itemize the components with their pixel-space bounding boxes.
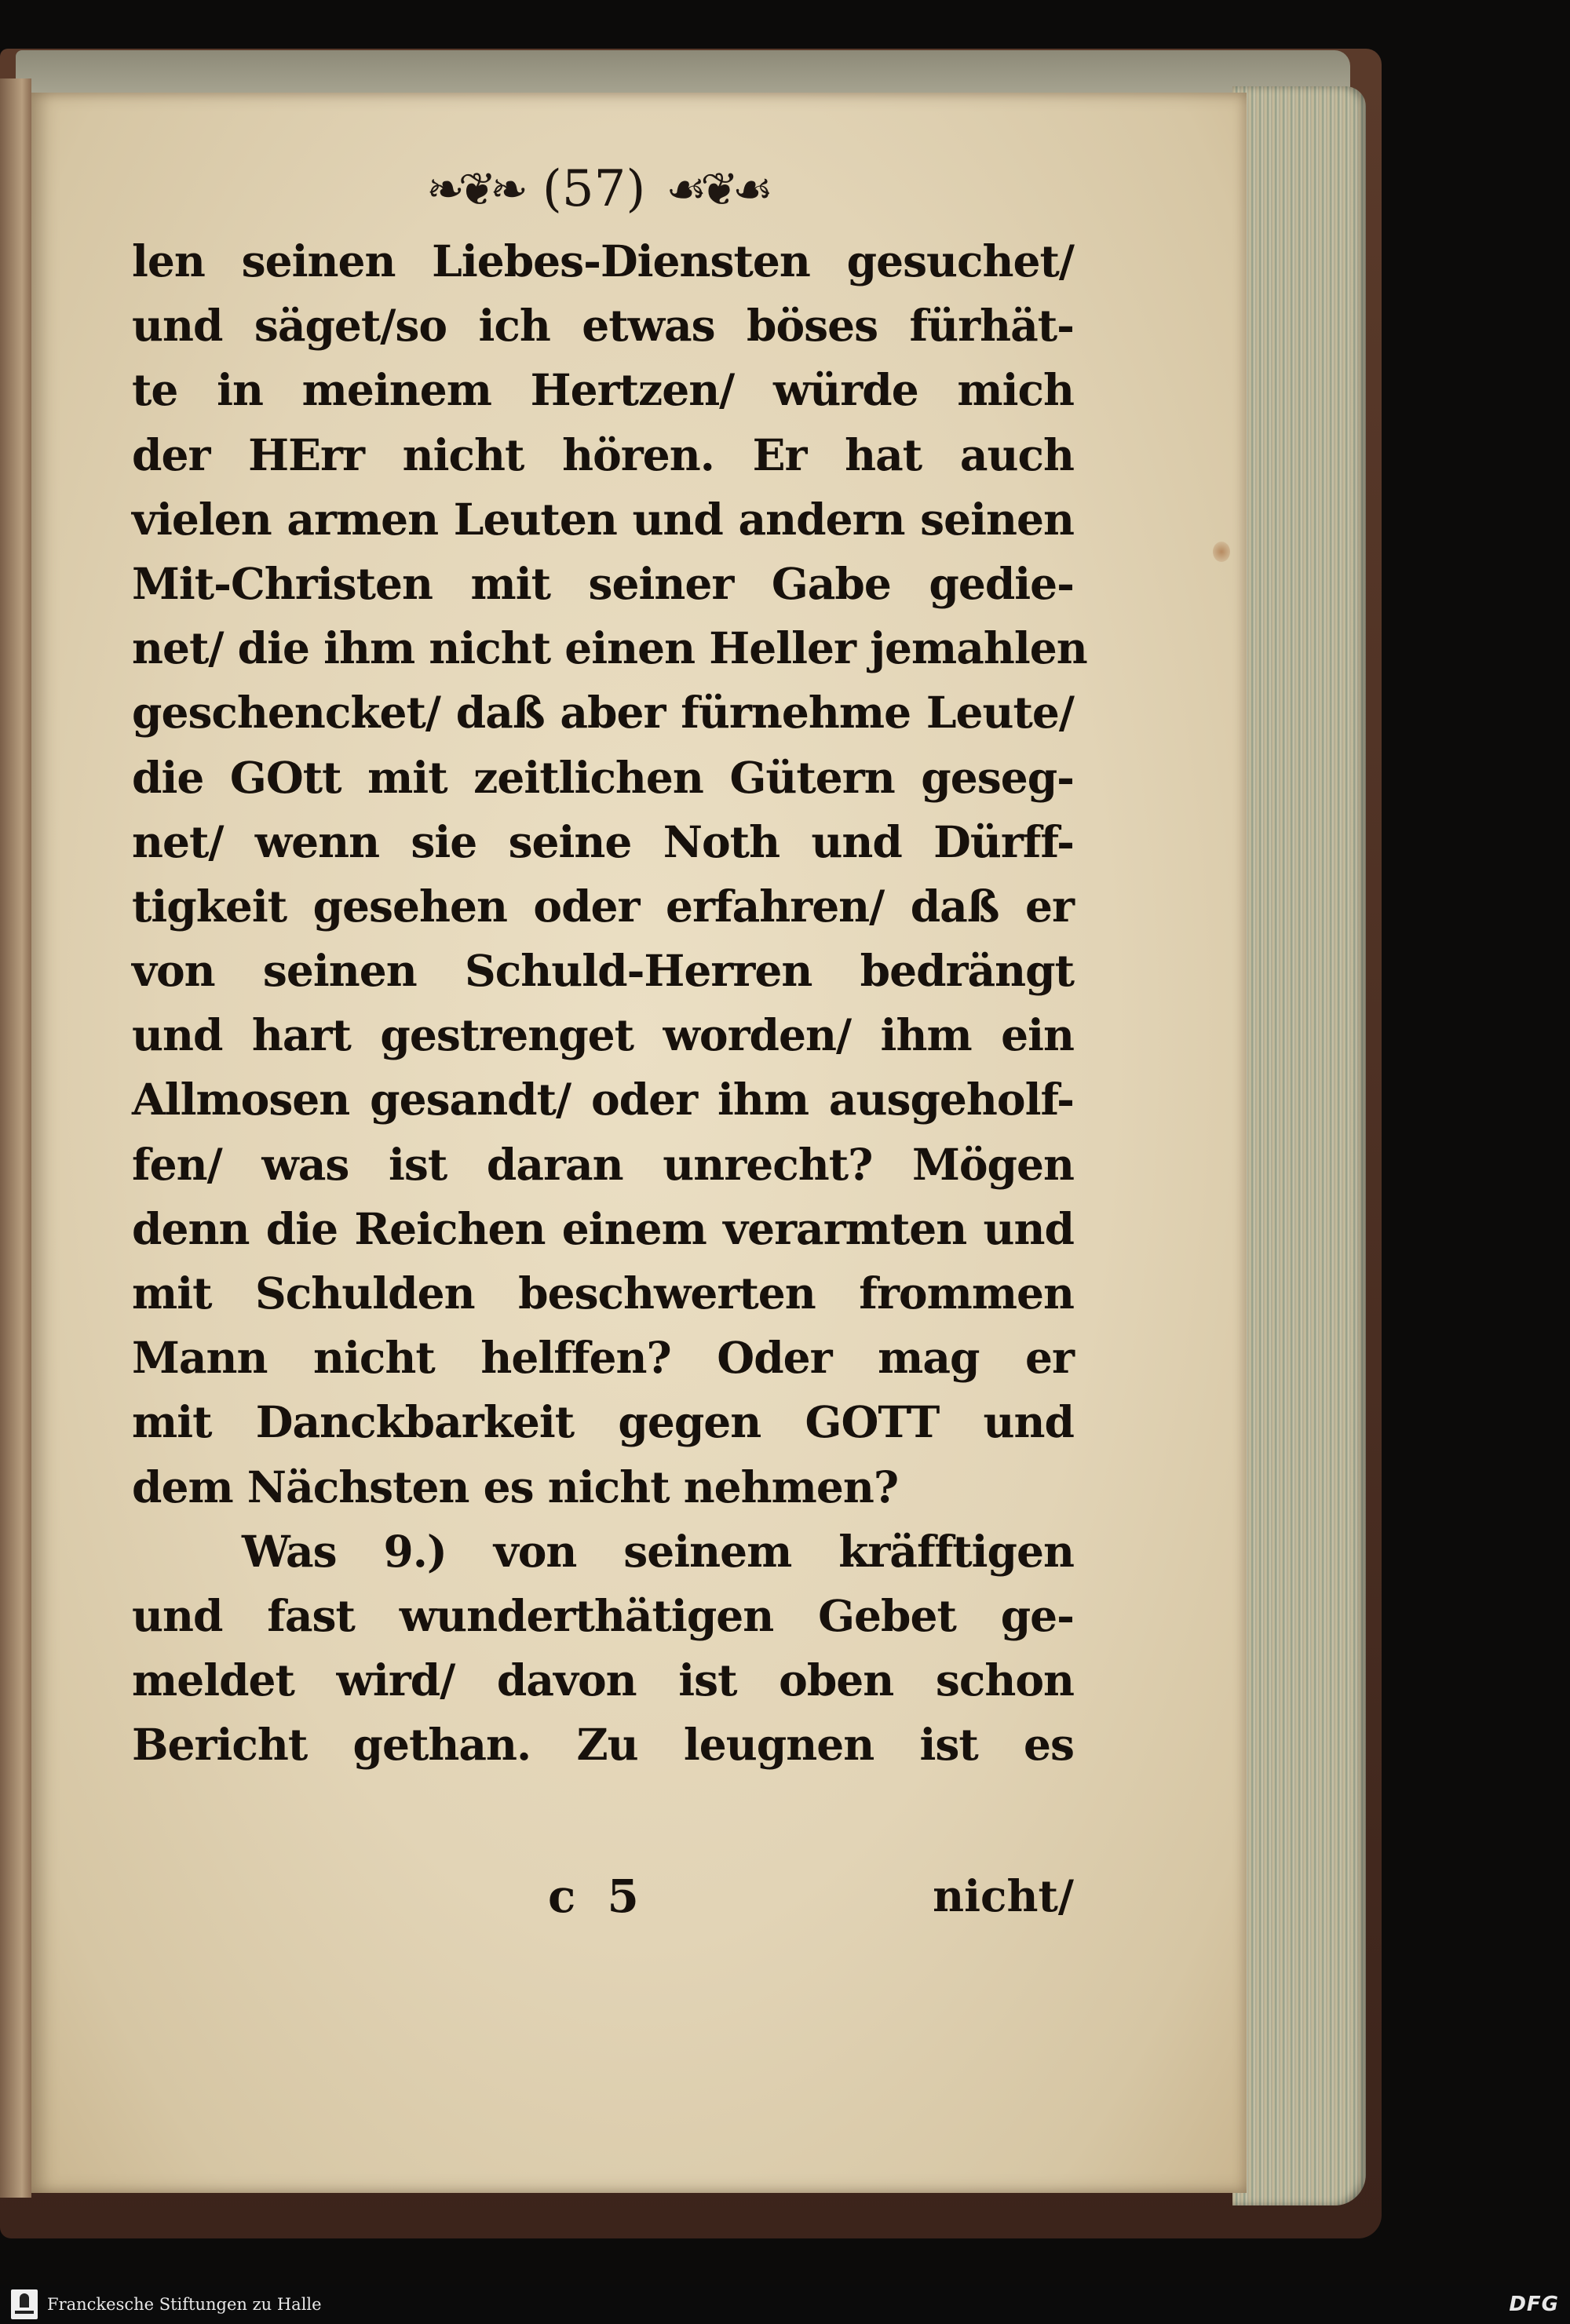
foxing-spot bbox=[1213, 542, 1230, 562]
body-text bbox=[132, 229, 1087, 1778]
credit-bar bbox=[0, 2285, 1570, 2324]
text-line: die GOtt mit zeitlichen Gütern geseg- bbox=[132, 751, 1074, 803]
text-line: und säget/so ich etwas böses fürhät- bbox=[132, 300, 1074, 352]
text-line: geschencket/ daß aber fürnehme Leute/ bbox=[132, 687, 1074, 739]
ornament-left-icon: ❧❦❧ bbox=[426, 162, 522, 216]
text-line: tigkeit gesehen oder erfahren/ daß er bbox=[132, 880, 1074, 932]
text-line: mit Danckbarkeit gegen GOTT und bbox=[132, 1396, 1074, 1448]
text-line: meldet wird/ davon ist oben schon bbox=[132, 1655, 1074, 1706]
ornament-right-icon: ☙❦☙ bbox=[666, 162, 767, 216]
page-footer bbox=[132, 1865, 1074, 1928]
text-line: te in meinem Hertzen/ würde mich bbox=[132, 364, 1074, 416]
page-number: (57) bbox=[542, 160, 646, 218]
text-line: der HErr nicht hören. Er hat auch bbox=[132, 429, 1074, 480]
text-line: Allmosen gesandt/ oder ihm ausgeholf- bbox=[132, 1074, 1074, 1126]
text-line: net/ die ihm nicht einen Heller jemahlen bbox=[132, 622, 1087, 674]
institution-name[interactable]: Franckesche Stiftungen zu Halle bbox=[47, 2295, 322, 2314]
signature-mark: c 5 bbox=[548, 1870, 647, 1923]
text-line: fen/ was ist daran unrecht? Mögen bbox=[132, 1138, 1074, 1190]
dfg-logo[interactable]: DFG bbox=[1509, 2293, 1559, 2316]
text-line: len seinen Liebes-Diensten gesuchet/ bbox=[132, 235, 1074, 286]
text-line: und fast wunderthätigen Gebet ge- bbox=[132, 1589, 1074, 1641]
text-line: vielen armen Leuten und andern seinen bbox=[132, 493, 1074, 545]
page-edges bbox=[1232, 86, 1366, 2205]
left-page-sliver bbox=[0, 78, 31, 2198]
text-line: Mann nicht helffen? Oder mag er bbox=[132, 1332, 1074, 1384]
text-line: von seinen Schuld-Herren bedrängt bbox=[132, 945, 1074, 997]
text-line: dem Nächsten es nicht nehmen? bbox=[132, 1461, 899, 1512]
text-line: mit Schulden beschwerten frommen bbox=[132, 1268, 1074, 1319]
text-line: denn die Reichen einem verarmten und bbox=[132, 1202, 1074, 1254]
text-line-paragraph-start: Was 9.) von seinem kräfftigen bbox=[242, 1525, 1074, 1577]
page-top-edge bbox=[16, 50, 1350, 97]
page-header bbox=[392, 154, 801, 224]
catchword: nicht/ bbox=[933, 1870, 1074, 1921]
text-line: net/ wenn sie seine Noth und Dürff- bbox=[132, 815, 1074, 867]
text-line: und hart gestrenget worden/ ihm ein bbox=[132, 1009, 1074, 1061]
text-line: Bericht gethan. Zu leugnen ist es bbox=[132, 1719, 1074, 1771]
text-line: Mit-Christen mit seiner Gabe gedie- bbox=[132, 557, 1074, 609]
institution-logo-icon bbox=[11, 2289, 38, 2319]
